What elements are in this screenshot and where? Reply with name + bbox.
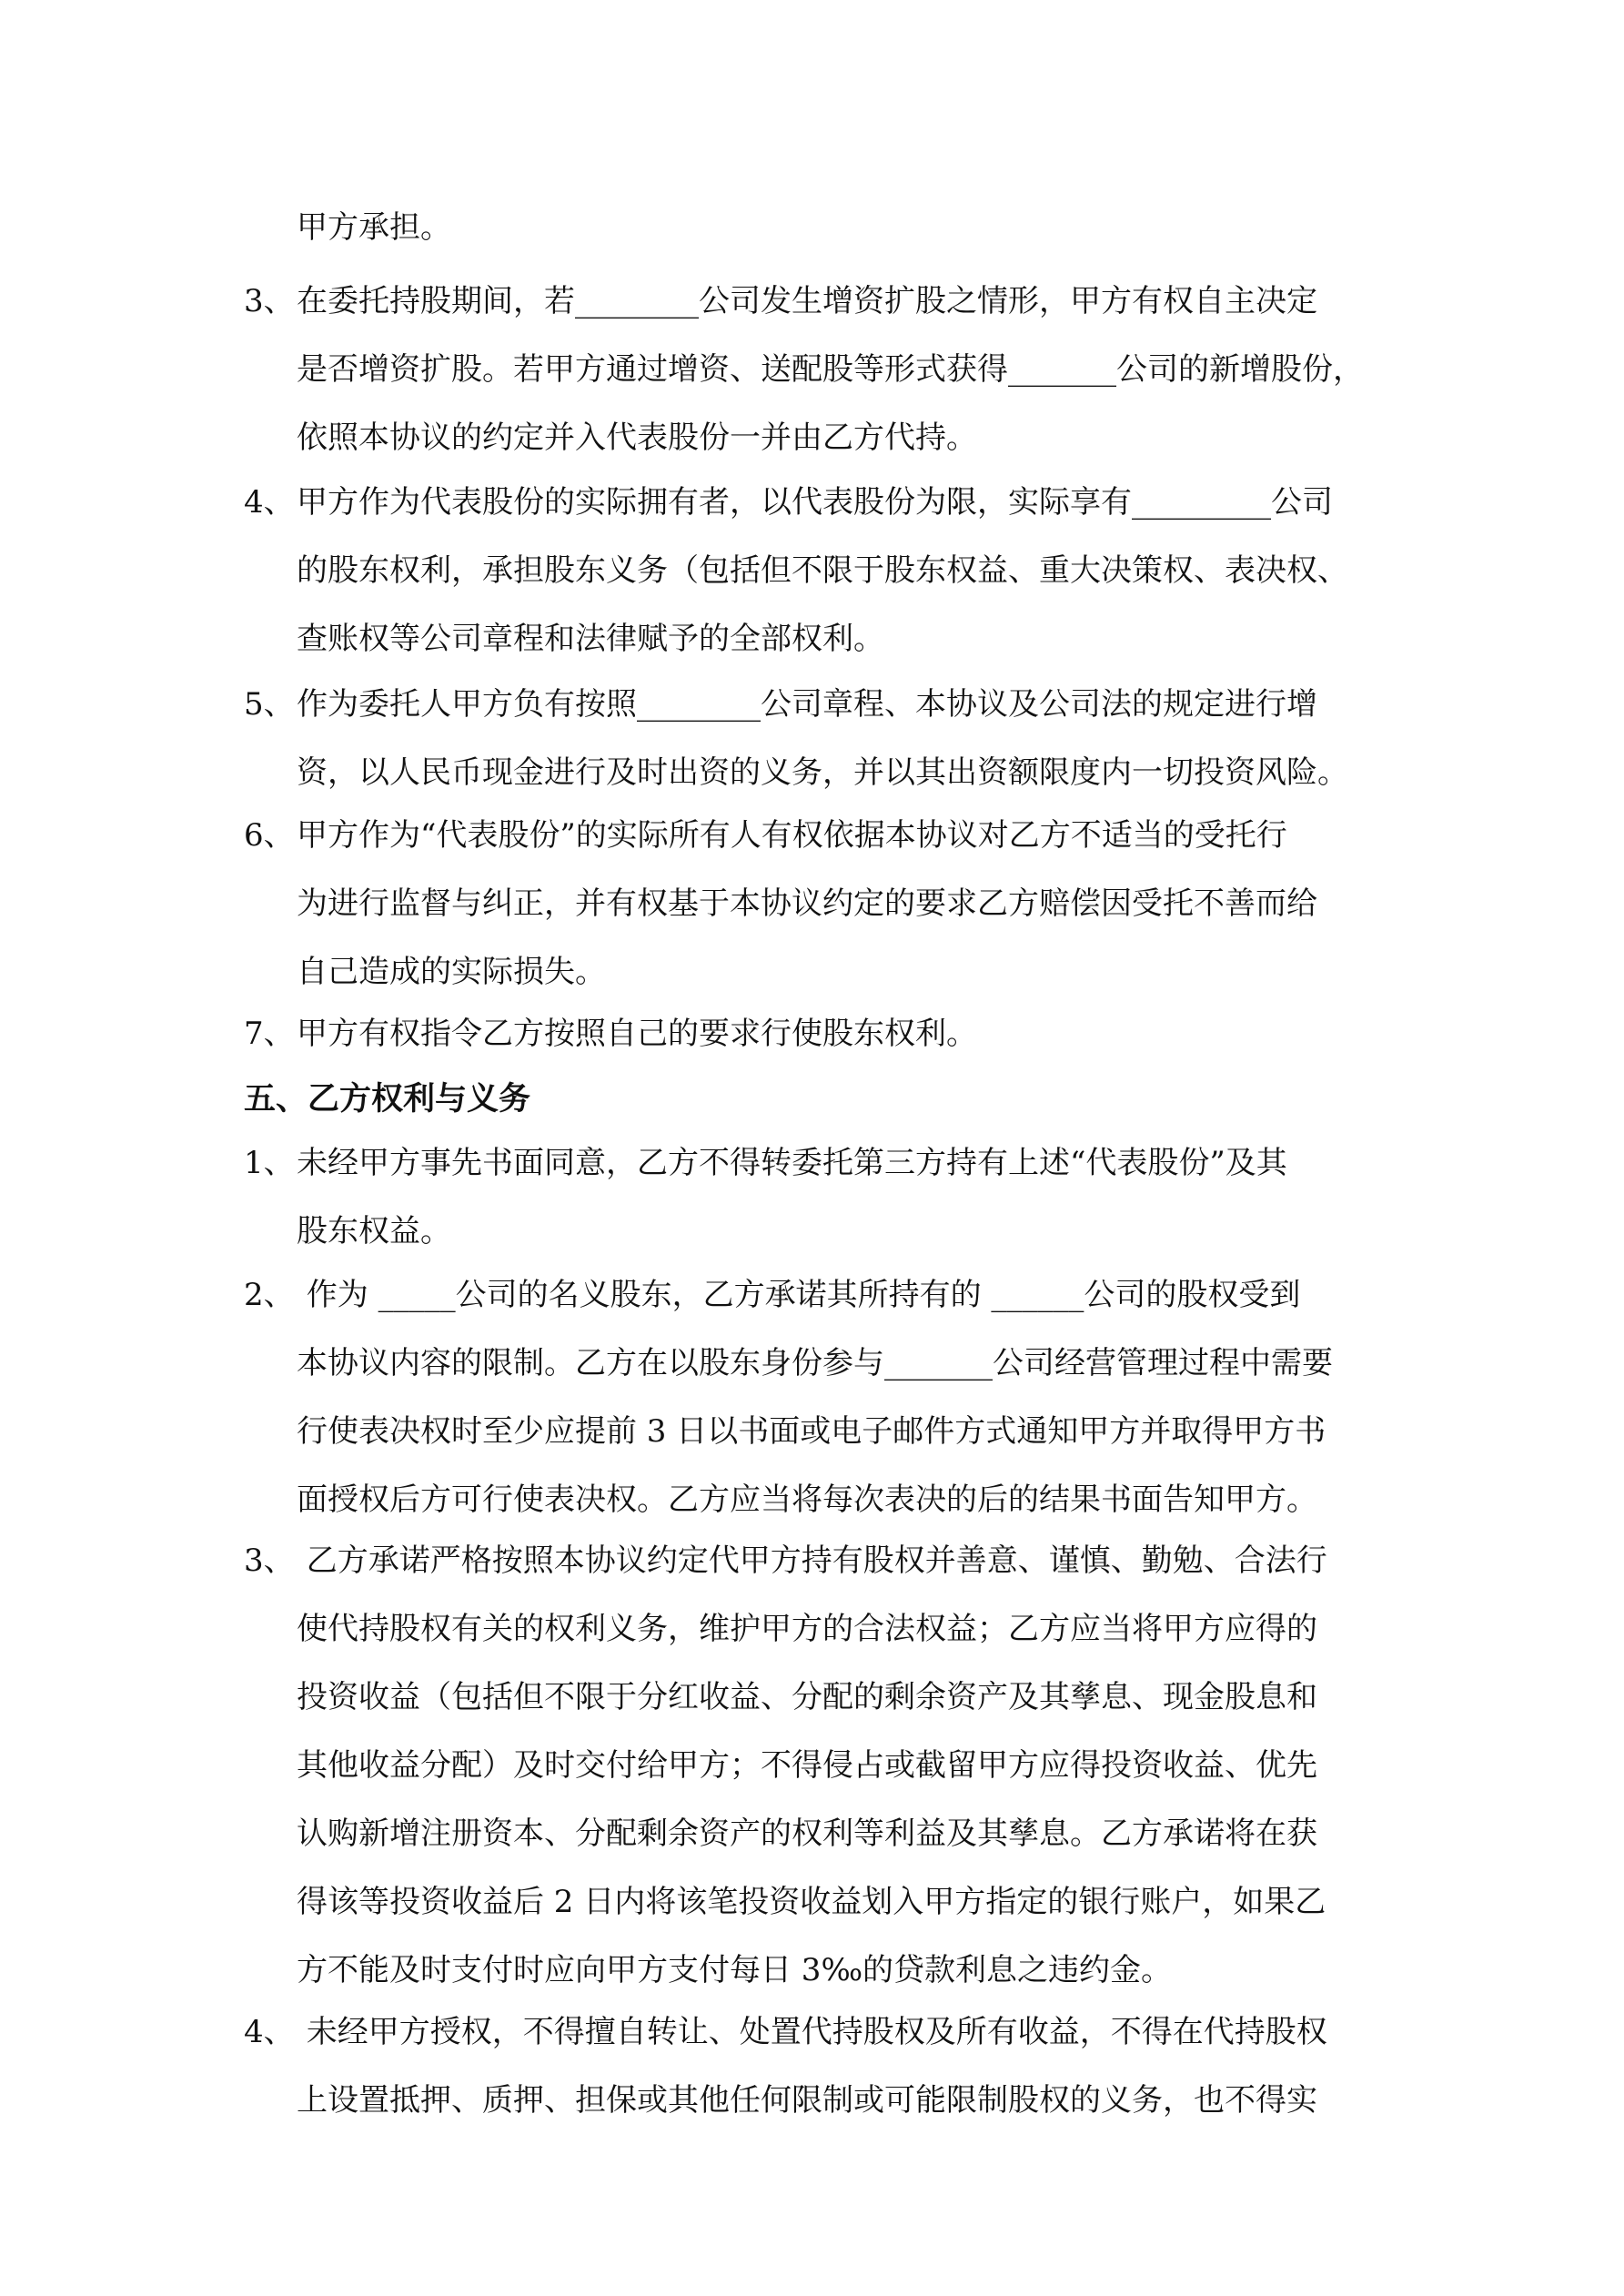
- section-heading: 五、乙方权利与义务: [244, 1080, 531, 1118]
- item-number: 3、: [244, 283, 295, 319]
- item-number: 3、: [244, 1542, 295, 1579]
- line-text: 未经甲方授权，不得擅自转让、处置代持股权及所有收益，不得在代持股权: [297, 2014, 1327, 2050]
- line-text: 乙方承诺严格按照本协议约定代甲方持有股权并善意、谨慎、勤勉、合法行: [297, 1542, 1327, 1579]
- item-number: 2、: [244, 1277, 295, 1313]
- line-text: 行使表决权时至少应提前 3 日以书面或电子邮件方式通知甲方并取得甲方书: [297, 1413, 1326, 1450]
- line-text: 在委托持股期间，若________公司发生增资扩股之情形，甲方有权自主决定: [297, 283, 1317, 319]
- line-text: 查账权等公司章程和法律赋予的全部权利。: [297, 621, 884, 657]
- line-text: 上设置抵押、质押、担保或其他任何限制或可能限制股权的义务，也不得实: [297, 2082, 1317, 2119]
- item-number: 4、: [244, 2014, 295, 2050]
- line-text: 作为委托人甲方负有按照________公司章程、本协议及公司法的规定进行增: [297, 686, 1317, 723]
- line-text: 资，以人民币现金进行及时出资的义务，并以其出资额限度内一切投资风险。: [297, 754, 1348, 791]
- item-number: 1、: [244, 1145, 295, 1181]
- line-text: 未经甲方事先书面同意，乙方不得转委托第三方持有上述“代表股份”及其: [297, 1145, 1287, 1181]
- line-text: 依照本协议的约定并入代表股份一并由乙方代持。: [297, 420, 977, 456]
- line-text: 股东权益。: [297, 1213, 451, 1249]
- line-text: 使代持股权有关的权利义务，维护甲方的合法权益；乙方应当将甲方应得的: [297, 1611, 1317, 1647]
- line-text: 本协议内容的限制。乙方在以股东身份参与_______公司经营管理过程中需要: [297, 1345, 1333, 1381]
- line-text: 甲方作为“代表股份”的实际所有人有权依据本协议对乙方不适当的受托行: [297, 817, 1287, 854]
- item-number: 5、: [244, 686, 295, 723]
- line-text: 甲方有权指令乙方按照自己的要求行使股东权利。: [297, 1016, 977, 1052]
- line-text: 自己造成的实际损失。: [297, 954, 606, 990]
- item-number: 4、: [244, 484, 295, 521]
- line-text: 其他收益分配）及时交付给甲方；不得侵占或截留甲方应得投资收益、优先: [297, 1747, 1317, 1784]
- line-text: 为进行监督与纠正，并有权基于本协议约定的要求乙方赔偿因受托不善而给: [297, 885, 1317, 922]
- line-text: 甲方承担。: [297, 209, 451, 246]
- line-text: 甲方作为代表股份的实际拥有者，以代表股份为限，实际享有_________公司: [297, 484, 1333, 521]
- line-text: 是否增资扩股。若甲方通过增资、送配股等形式获得_______公司的新增股份，: [297, 351, 1364, 388]
- line-text: 面授权后方可行使表决权。乙方应当将每次表决的后的结果书面告知甲方。: [297, 1482, 1317, 1518]
- line-text: 作为 _____公司的名义股东，乙方承诺其所持有的 ______公司的股权受到: [297, 1277, 1301, 1313]
- line-text: 方不能及时支付时应向甲方支付每日 3‰的贷款利息之违约金。: [297, 1952, 1173, 1988]
- line-text: 认购新增注册资本、分配剩余资产的权利等利益及其孳息。乙方承诺将在获: [297, 1816, 1317, 1852]
- line-text: 的股东权利，承担股东义务（包括但不限于股东权益、重大决策权、表决权、: [297, 552, 1348, 589]
- text-line-29: [0, 2080, 1624, 2200]
- line-text: 投资收益（包括但不限于分红收益、分配的剩余资产及其孳息、现金股息和: [297, 1679, 1317, 1715]
- item-number: 7、: [244, 1016, 295, 1052]
- line-text: 得该等投资收益后 2 日内将该笔投资收益划入甲方指定的银行账户，如果乙: [297, 1884, 1326, 1920]
- item-number: 6、: [244, 817, 295, 854]
